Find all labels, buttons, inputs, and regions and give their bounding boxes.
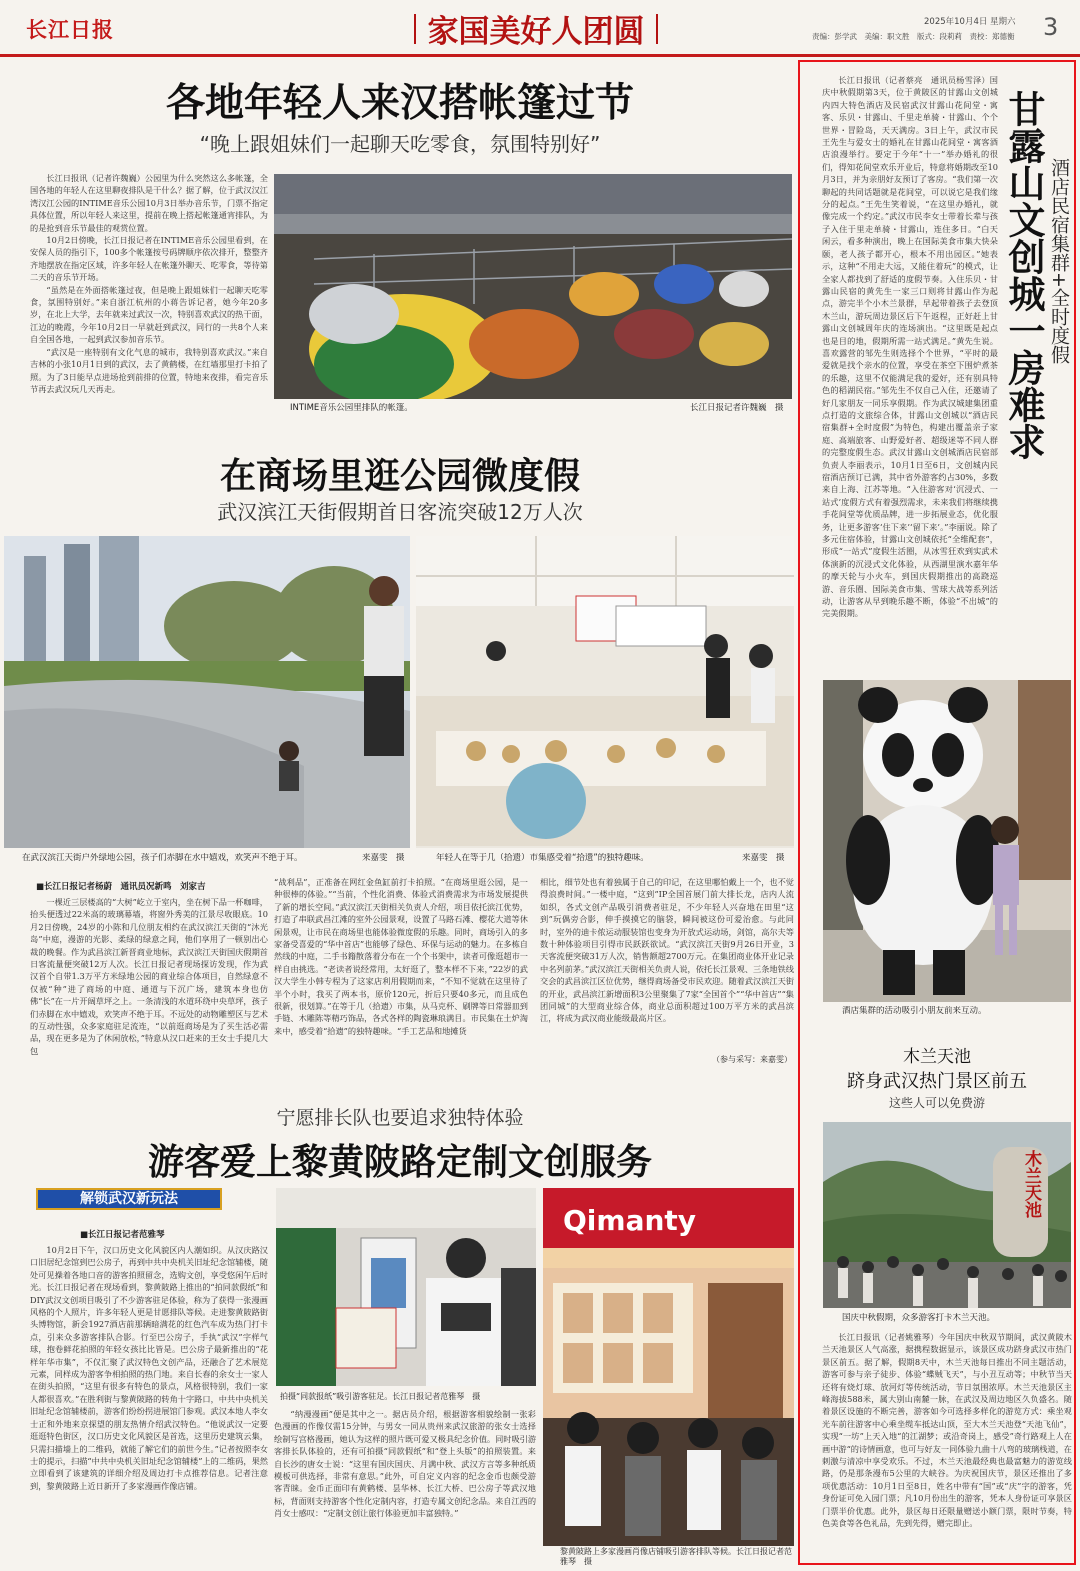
article2-col2 (274, 876, 528, 1068)
article1-body (30, 172, 268, 422)
article1-title: 各地年轻人来汉搭帐篷过节 (165, 81, 634, 126)
page-number: 3 (1043, 13, 1059, 41)
panda-photo (823, 680, 1071, 1002)
svg-text:Qimanty: Qimanty (563, 1204, 697, 1237)
mulan-stone-inscription: 木兰天池 (1021, 1150, 1041, 1218)
header-rule (0, 54, 1080, 57)
article2-title: 在商场里逛公园微度假 (219, 456, 580, 497)
tents-photo (274, 174, 792, 399)
park-photo-caption: 在武汉滨江天街户外绿地公园，孩子们赤脚在水中嬉戏，欢笑声不绝于耳。 (22, 853, 303, 863)
sidebar-body-text: 长江日报讯（记者蔡亮 通讯员杨雪泽）国庆中秋假期第3天，位于黄陂区的甘露山文创城内四大特色酒店及民宿武汉甘露山花间堂・寓客、乐贝・甘露山、千里走单骑・甘露山、个个世界・冒险岛，天天满房。3日上午，武汉市民王先生与爱女士的婚礼在甘露山花间堂・寓客酒店浪漫举行。要定于今年“十一”举办婚礼的很们，得知花间堂欢乐开业后，特意将婚期改至10月3日，并为亲朋好友预订了客房。“我们第一次聊起的共同话题就是花间堂，可以说它是我们缘分的起点。”王先生笑着说，“在这里办婚礼，就像完成一个约定。”武汉市民李女士带着长辈与孩子入住于里走单骑・甘露山，连住多日。“白天闲云，看多种演出，晚上在国际美食市集大快朵颐，老人孩子都开心，根本不用出园区。”她表示，这种“不用走大远，又能住着玩”的模式，让全家人都找到了舒适的度假节奏。入住乐贝・甘露山民宿的黄先生一家三口则将甘露山作为起点，游完半个小木兰景群，早起带着孩子去登顶木兰山，游玩周边景区后下午返程，正好赶上甘露山文创城周年庆的连场演出。“这里既是起点也是目的地，假期所需一站式满足。”黄先生说。喜欢露营的邹先生则选择个个世界，“平时的最爱就是找个亲水的位置，享受在茶空下围炉煮茶的乐趣，这里不仅能满足我的爱好，还有别具特色的稻湖民宿。”邹先生不仅自己入住，还邀请了好几家朋友一同乐享假期。作为武汉城建集团重点打造的文旅综合体，甘露山文创城以“酒店民宿集群+全时度假”为特色，构建出覆盖亲子家庭、高端旅客、山野爱好者、超级迷等不同人群的完整度假生态。武汉甘露山文创城酒店民宿部负责人李丽表示，10月1日至6日，文创城内民宿酒店预订已满，其中省外游客约占30%，多数来自上海、江苏等地。“入住游客对‘沉浸式、一站式’度假方式有着强烈需求，未来我们将继续携手花间堂等优质品牌，进一步拓展业态，优化服务，让更多游客‘住下来’‘留下来’。”李丽说。除了多元住宿体验，甘露山文创城依托“全维配套”，形成“一站式”度假生活圈，从冰雪狂欢到实武术体演新的沉浸式文化体验，从西湖里演水嘉年华的摩天轮与小火车，到国庆假期推出的高跷巡游、音乐圈、国际美食市集、雪球大战等系列活动，让游客从早到晚乐趣不断，体验“不出城”的完美假期。 (822, 75, 998, 619)
article2-subtitle: 武汉滨江天街假期首日客流突破12万人次 (217, 500, 583, 524)
panda-photo-caption: 酒店集群的活动吸引小朋友前来互动。 (842, 1006, 987, 1016)
tents-photo-caption: INTIME音乐公园里排队的帐篷。 (290, 403, 413, 413)
masthead-logo: 长江日报 (26, 17, 114, 42)
article1-paragraph: 10月2日傍晚，长江日报记者在INTIME音乐公园里看到，在安保人员的指引下，100多个帐篷按号码牌顺序依次排开，整整齐齐地摆放在指定区域，许多年轻人在帐篷外聊天、吃零食，等待第二天的音乐节开场。 (30, 235, 268, 283)
sidebar-vertical-title: 甘露山文创城一房难求 (1002, 90, 1045, 460)
issue-date: 2025年10月4日 星期六 (924, 17, 1016, 27)
tents-photo-credit: 长江日报记者许魏巍 摄 (690, 403, 784, 413)
mulan-title: 跻身武汉热门景区前五 (847, 1071, 1027, 1092)
mulan-body (822, 1331, 1072, 1563)
newspaper-booth-caption: 拍摄“同款报纸”吸引游客驻足。长江日报记者范雅琴 摄 (280, 1392, 481, 1401)
sidebar-body (822, 74, 998, 670)
market-photo-credit: 来嘉雯 摄 (742, 853, 785, 863)
article3-col1-text: 10月2日下午，汉口历史文化风貌区内人潮如织。从汉庆路汉口旧居纪念馆到巴公房子，再到中共中央机关旧址纪念馆辅楼，随处可见操着各地口音的游客拍照留念，选购文创，享受悠闲午后时光。长江日报记者在现场看到，黎黄陂路上推出的“拍同款假纸”和DIY武汉文创项目吸引了不少游客驻足体验，称为了获得一张漫画风格的个人照片，许多年轻人更是甘愿排队等候。走进黎黄陂路街头博物馆，新会1927酒店前那辆暗满花的红色汽车成为热门打卡点，引来众多游客排队合影。行至巴公房子，手执“武汉”字样气球，抱卷鲜花拍照的年轻女孩比比皆是。巴公房子最新推出的“花样年华市集”，不仅汇聚了武汉特色文创产品，还融合了艺术展览元素，同样成为游客争相拍照的热门地。来自长春的余女士一家人在街头拍照，“这里有很多有特色的景点，风格很特别，我们一家人都很喜欢。”在胜利街与黎黄陂路的转角十字路口，中共中央机关旧址纪念馆辅楼前，游客们纷纷拐进展馆门参观。武汉本地人李女士正和外地来京探望的朋友热情介绍武汉特色。“他说武汉一定要逛逛特色街区，汉口历史文化风貌区是首选，这里历史建筑云集，只需扫描墙上的二维码，就能了解它们的前世今生。”记者按照李女士的提示，扫描“中共中央机关旧址纪念馆辅楼”上的二维码，果然立即看到了该建筑的详细介绍及周边打卡点推荐信息。记者注意到，黎黄陂路上近日新开了多家漫画作像店铺。 (30, 1245, 268, 1491)
article2-col1 (30, 896, 268, 1068)
article3-byline: ■长江日报记者范雅琴 (80, 1230, 165, 1240)
article3-col2-text: “纳漫漫画”便是其中之一。据店员介绍，根据游客相貌绘制一张彩色漫画的作像仅需15分钟，与男女一同从贵州来武汉旅游的张女士选择绘制写宫格漫画，她认为这样的照片既可爱又极具纪念价值。同时吸引游客排长队体验的，还有可拍摄“同款假纸”和“登上头版”的拍照装置。来自长沙的唐女士说：“这里有国庆国庆、月满中秋、武汉方言等多种纸质模板可供选择，非常有意思。”此外，可自定义内容的纪念金币也颇受游客青睐。金币正面印有黄鹤楼、昙华林、长江大桥、巴公房子等武汉地标，背面则支持游客个性化定制内容，打造专属文创纪念品。来自江西的肖女士感叹：“定制文创让旅行体验更加丰富独特。” (274, 1409, 536, 1519)
article3-col2 (274, 1408, 536, 1566)
section-banner: 家国美好人团圆 (427, 13, 645, 50)
banner-divider-right (656, 14, 658, 44)
market-photo (416, 536, 794, 848)
article3-title: 游客爱上黎黄陂路定制文创服务 (147, 1142, 652, 1183)
sidebar-vertical-subtitle: 酒店民宿集群+全时度假 (1048, 158, 1070, 364)
column-badge: 解锁武汉新玩法 (36, 1188, 222, 1210)
comic-shop-caption: 黎黄陂路上多家漫画肖像店铺吸引游客排队等候。长江日报记者范雅琴 摄 (560, 1547, 792, 1566)
market-photo-caption: 年轻人在等于几（拾遗）市集感受着“拾遗”的独特趣味。 (436, 853, 649, 863)
article2-col2-text: “战利品”，正准备在网红金鱼缸前打卡拍照。“在商场里逛公园，是一种很棒的体验。”“当前，个性化消费、体验式消费需求为市场发展提供了新的增长空间。”武汉滨江天街相关负责人介绍，项目依托滨江优势，打造了串联武昌江滩的室外公园景观，设置了马路石滩、樱花大道等休闲景观，让市民在商场里也能体验微度假的乐趣。同时，商场引入的多家备受喜爱的“华中首店”也能够了绿色、环保与运动的魅力。在多栋自然线的中庭，二手书籍散落着分布在一个个书架中，读者可像逛超市一样自由挑选。“老读者说经常用，太好逛了，整本样不下来，”22岁的武汉大学生小韩专程为了这家店利用假期而来，“不知不觉就在这里待了半个小时，我买了两本书，原价120元，折后只要40多元，而且成色很新，很划算。”在等于几（拾遗）市集，从马克杯、刷牌等日常器皿到手链、木雕陈等精巧饰品，各式各样的陶瓷琳琅满目。市民集在土炉淘来中，感受着“拾遗”的独特趣味。“手工艺品和地摊货 (274, 877, 528, 1036)
article2-note: （参与采写：来嘉雯） (712, 1055, 792, 1064)
article1-subtitle: “晚上跟姐妹们一起聊天吃零食，氛围特别好” (199, 132, 601, 156)
article1-paragraph: “虽然是在外面搭帐篷过夜，但是晚上跟姐妹们一起聊天吃零食，氛围特别好。”来自浙江杭州的小蒋告诉记者，她今年20多岁，在北上大学，去年就来过武汉一次，特别喜欢武汉的热干面，江边的晚霞，今年10月2日一早就赶到武汉，同行的一共8个人来自全国各地，一起到武汉参加音乐节。 (30, 284, 268, 345)
park-photo-credit: 来嘉雯 摄 (362, 853, 405, 863)
article3-kicker: 宁愿排长队也要追求独特体验 (276, 1107, 524, 1129)
park-photo (4, 536, 410, 848)
article1-paragraph: 长江日报讯（记者许魏巍）公园里为什么突然这么多帐篷，全国各地的年轻人在这里聊夜排队是干什么？据了解，位于武汉汉江湾汉江公园的INTIME音乐公园10月3日举办音乐节，门票不指定具体位置，所以年轻人来这里，提前在晚上搭起帐篷通宵排队，为的是抢到音乐节最佳的观赏位置。 (30, 173, 268, 233)
article3-col1 (30, 1244, 268, 1566)
editor-credits: 责编：彭学武 美编：职文胜 版式：段莉莉 责校：郑德衡 (812, 32, 1015, 41)
mulan-kicker: 木兰天池 (903, 1047, 971, 1067)
article1-paragraph: “武汉是一座特别有文化气息的城市，我特别喜欢武汉。”来自吉林的小张10月1日到的武汉，去了黄鹤楼，在红墙那里打卡拍了照。为了3日能早点进场抢到前排的位置，特地来夜排，看完音乐节再去武汉玩几天再走。 (30, 346, 268, 394)
comic-shop-photo (543, 1188, 794, 1546)
article2-byline: ■长江日报记者杨蔚 通讯员况新鸣 刘家吉 (36, 882, 206, 892)
article2-col3-text: 相比，细节处也有着独属于自己的印记，在这里哪怕戴上一个，也不觉得浪费时间。”一楼中庭，“这到”IP全国首展门前大排长龙，店内人流如织，各式文创产品吸引消费者驻足，不少年轻人兴奋地在田里“这到”玩偶旁合影，伸手摸摸它的脑袋，瞬间被这份可爱治愈。与此同时，室外的迪卡侬运动服装馆也变身为开放式运动场，剑馆，高尔夫等数十种体验项目引得市民跃跃欲试。“武汉滨江天街9月26日开业，3天客流便突破31万人次，销售额超2700万元。在集团商业体开业记录中名列前茅。”武汉滨江天街相关负责人说，依托长江景观、三条地铁线交会的武昌滨江区位优势，继得商场备受市民欢迎。随着武汉滨江天街的开业，武昌滨江新增面积3公里聚集了7家“全国首个”“华中首店”“集团同城”的大型商业综合体，商业总面积超过100万平方米的武昌滨江，将成为武汉商业能级最高片区。 (540, 877, 794, 1024)
mulan-body-text: 长江日报讯（记者姚雅琴）今年国庆中秋双节期间，武汉黄陂木兰天池景区人气高涨，据携程数据显示，该景区成功跻身武汉市热门景区前五。据了解，假期8天中，木兰天池每日推出不同主题活动，游客可参与亲子徒步、体验“蝶贼飞天”，与小丑互动等；中秋节当天还将有烧灯球、放河灯等传统活动，节日氛围浓厚。木兰天池景区主峰海拔588米，属大别山南麓一脉，在武汉及周边地区久负盛名。随着景区设施的不断完善，游客如今可选择多样化的游览方式：乘坐观光车前往游客中心乘坐缆车抵达山顶，至大木兰天池登“天池飞仙”，实现“一坊”上天入地“的江湖梦；或沿奇岗上，感受”奇行路观上人在画中游“的诗情画意，也可与好友一同体验九曲十八弯的玻璃栈道，在刺激与清凉中享受欢乐。不过，木兰天池最经典也最富魅力的游览线路，仍是那条漫布5公里的大峡谷。为庆祝国庆节，景区还推出了多项优惠活动：10月1日至8日，姓名中带有“国”或“庆”字的游客，凭身份证可免入园门票；凡10月份出生的游客，凭本人身份证可享景区门票半价优惠。此外，景区每日还限量赠送小额门票，限时节奏，特色美食等各色礼品，先到先得，赠完即止。 (822, 1332, 1072, 1529)
article2-col1-text: 一棵近三层楼高的“大树”屹立于室内，坐在树下品一杯咖啡，抬头便透过22米高的玻璃幕墙，将窗外秀美的江景尽收眼底。10月2日傍晚，24岁的小陈和几位朋友相约在武汉滨江天街的“沐光岛”中庭，漫游的光影、柔绿的绿意之间，他们享用了一顿别出心裁的晚餐。作为武昌滨江新晋商业地标，武汉滨江天街国庆假期首日客流量便突破12万人次。长江日报记者现场探访发现，作为武汉首个自带1.3万平方米绿地公园的商业综合体项目，自然绿意不仅被“种”进了商场的中庭、通道与下沉广场，建筑本身也仿佛“长”在一片开阔草坪之上。一条清浅的水道环绕中央草坪，孩子们赤脚在水中嬉戏，欢笑声不绝于耳。不远处的动物雕塑区与艺术的互动性强，众多家庭驻足流连，“以前逛商场是为了买生活必需品，现在更多是为了休闲放松，”特意从汉口赶来的王女士手提几大包 (30, 897, 268, 1056)
newspaper-booth-photo (276, 1188, 536, 1386)
mulan-photo-caption: 国庆中秋假期，众多游客打卡木兰天池。 (842, 1313, 996, 1323)
article2-col3 (540, 876, 794, 1044)
mulan-subtitle: 这些人可以免费游 (888, 1096, 985, 1110)
